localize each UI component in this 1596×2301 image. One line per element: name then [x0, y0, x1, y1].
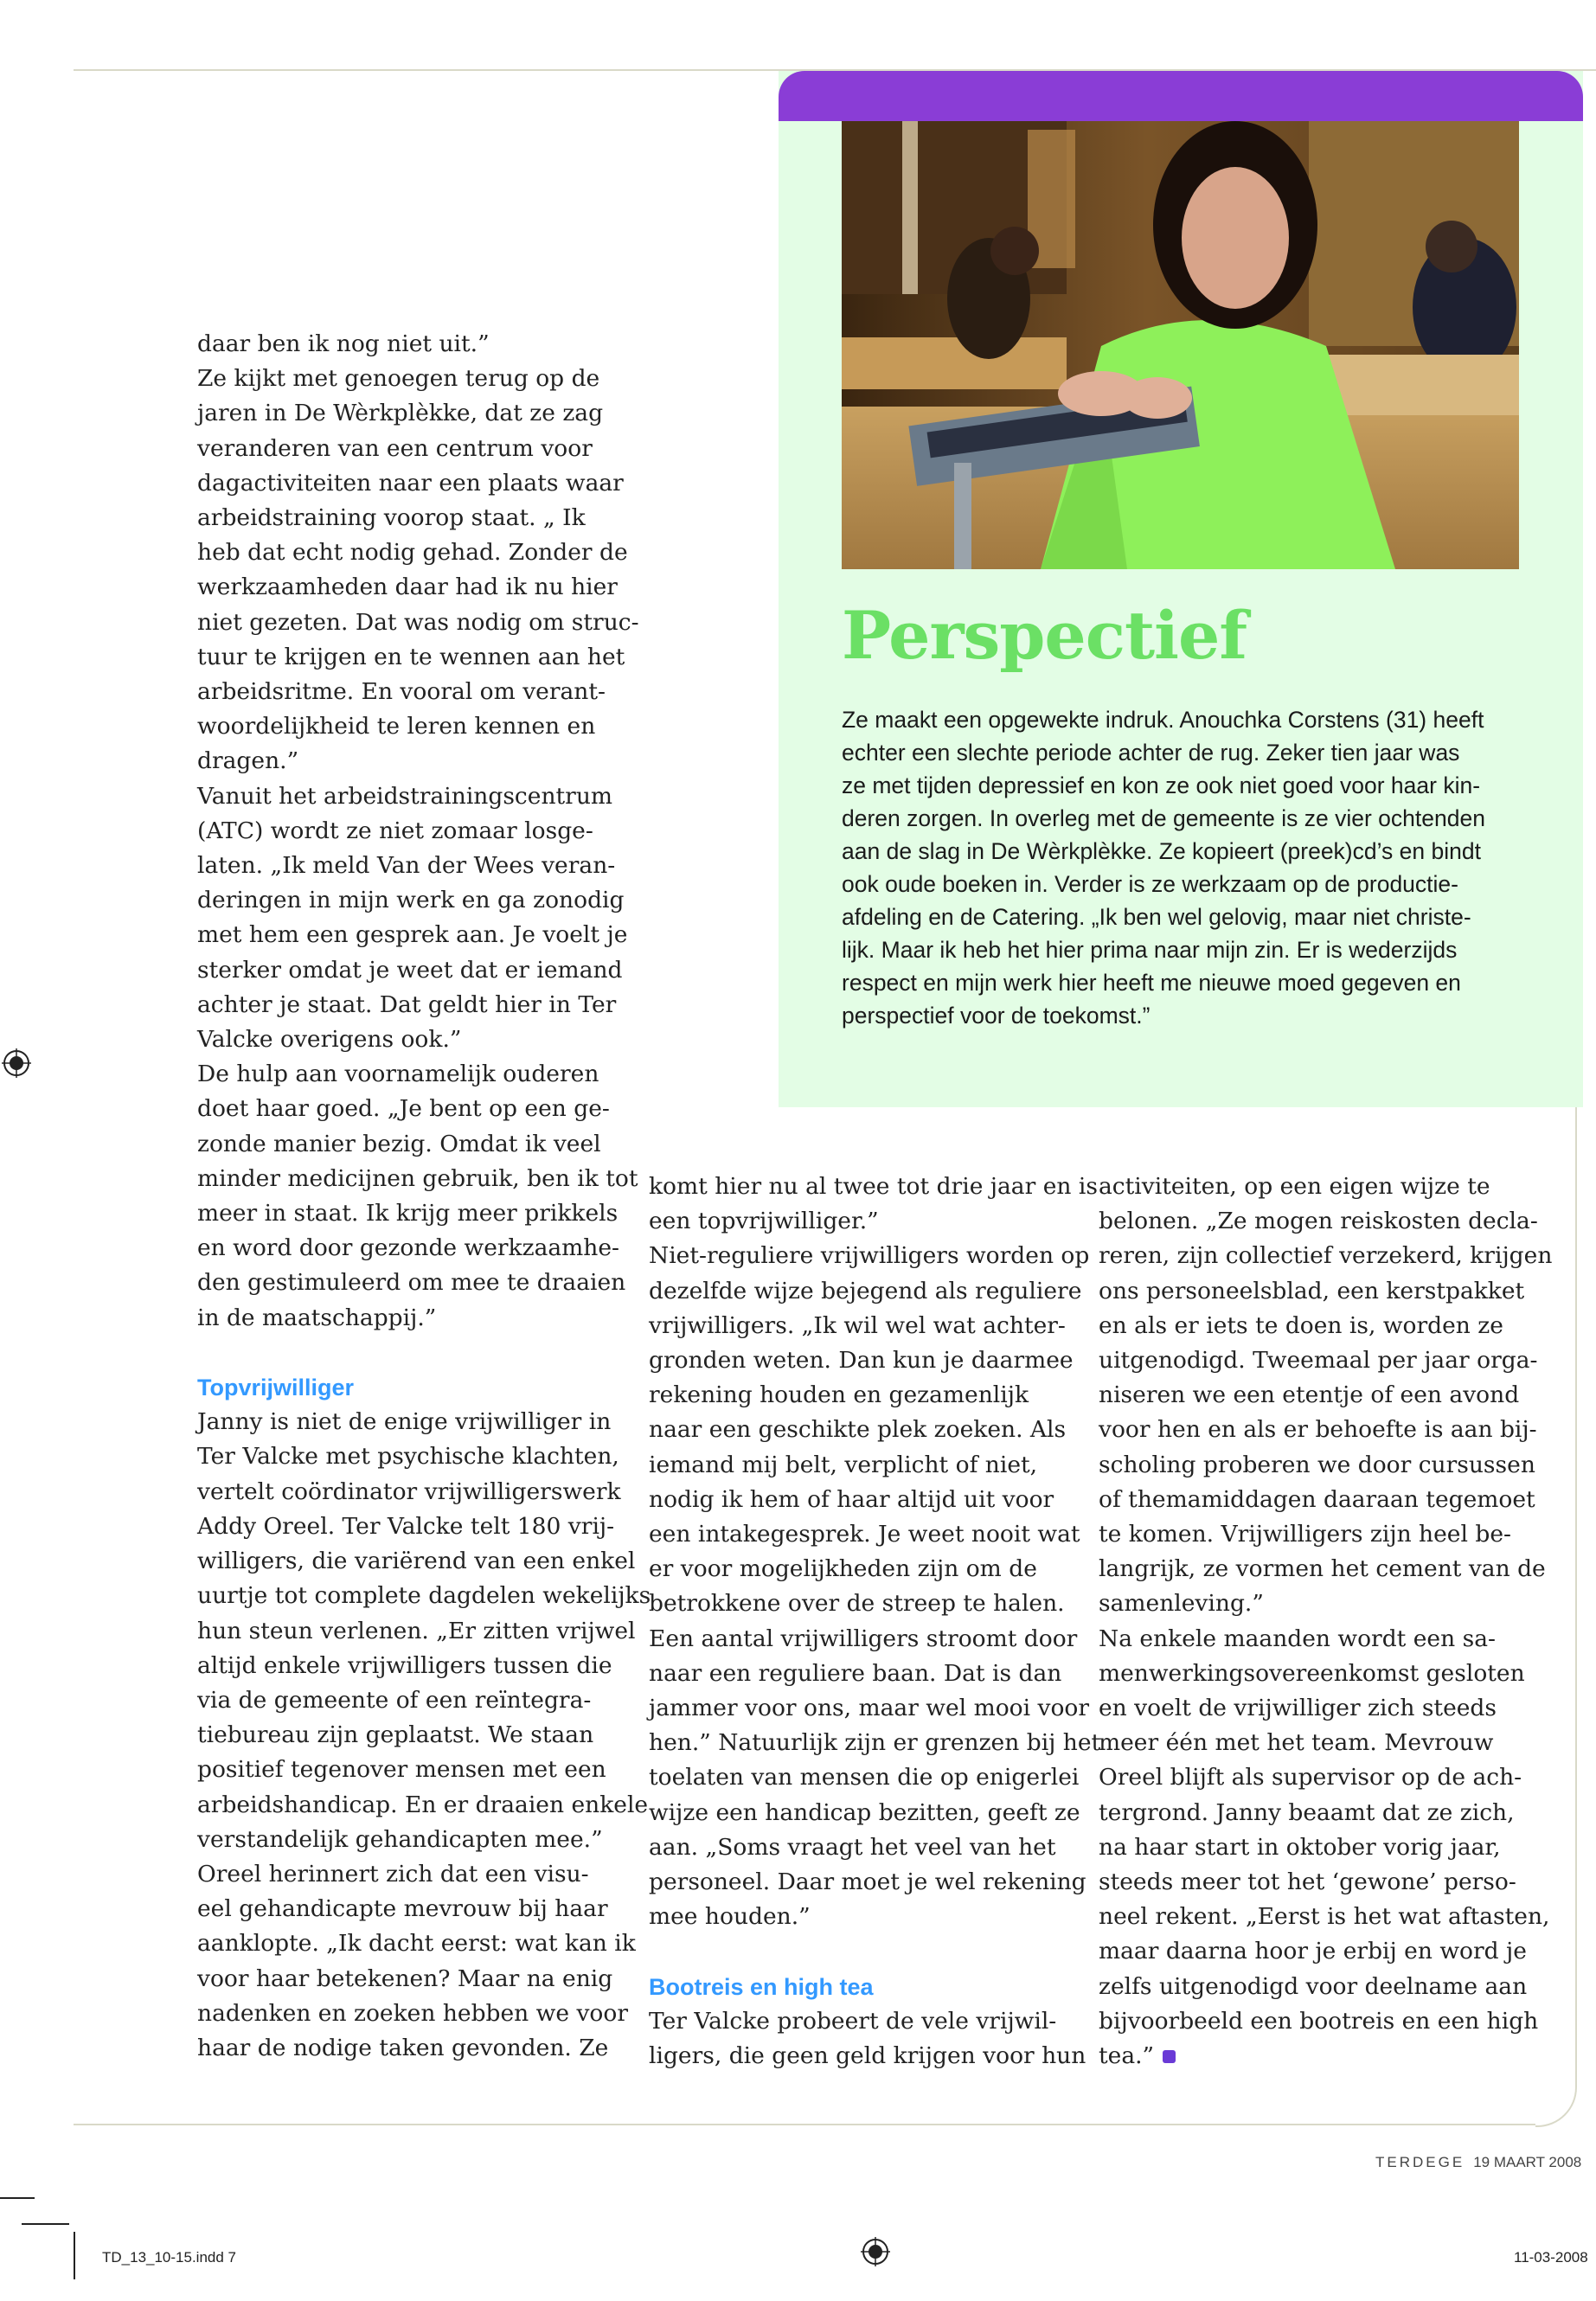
text-line: langrijk, ze vormen het cement van de: [1099, 1555, 1546, 1583]
text-line: laten. „Ik meld Van der Wees veran-: [197, 852, 616, 880]
sidebar-title: Perspectief: [842, 597, 1247, 674]
text-line: Vanuit het arbeidstrainingscentrum: [197, 782, 613, 810]
text-line: uurtje tot complete dagdelen wekelijks: [197, 1582, 651, 1610]
text-line: dezelfde wijze bejegend als reguliere: [649, 1277, 1082, 1304]
sidebar-line: aan de slag in De Wèrkplèkke. Ze kopieert (preek)cd’s en bindt: [842, 838, 1481, 864]
text-line: werkzaamheden daar had ik nu hier: [197, 574, 618, 601]
text-line: personeel. Daar moet je wel rekening: [649, 1868, 1086, 1896]
text-line: via de gemeente of een reïntegra-: [197, 1686, 592, 1714]
text-line: zelfs uitgenodigd voor deelname aan: [1099, 1972, 1528, 2000]
text-line: tuur te krijgen en te wennen aan het: [197, 643, 625, 670]
text-line: betrokkene over de streep te halen.: [649, 1590, 1065, 1618]
text-line: steeds meer tot het ‘gewone’ perso-: [1099, 1868, 1516, 1896]
sidebar-intro: [842, 703, 1529, 1032]
text-line: activiteiten, op een eigen wijze te: [1099, 1173, 1490, 1200]
sidebar-tab: [779, 71, 1583, 121]
text-line: Ter Valcke probeert de vele vrijwil-: [649, 2007, 1057, 2035]
text-line: deringen in mijn werk en ga zonodig: [197, 887, 625, 914]
text-line: arbeidstraining voorop staat. „ Ik: [197, 504, 586, 532]
text-line: positief tegenover mensen met een: [197, 1756, 606, 1784]
text-line: hen.” Natuurlijk zijn er grenzen bij het: [649, 1729, 1101, 1757]
text-line: Valcke overigens ook.”: [197, 1026, 462, 1054]
crop-mark: [22, 2223, 69, 2225]
text-line: sterker omdat je weet dat er iemand: [197, 956, 623, 984]
text-line: en voelt de vrijwilliger zich steeds: [1099, 1695, 1497, 1722]
text-line: zonde manier bezig. Omdat ik veel: [197, 1130, 601, 1157]
text-line: voor haar betekenen? Maar na enig: [197, 1965, 613, 1992]
text-line: achter je staat. Dat geldt hier in Ter: [197, 990, 617, 1018]
registration-mark-icon: [2, 1048, 31, 1078]
sidebar-line: deren zorgen. In overleg met de gemeente is ze vier ochtenden: [842, 805, 1485, 831]
paragraph-gap: [197, 1336, 630, 1370]
text-line: verstandelijk gehandicapten mee.”: [197, 1825, 603, 1853]
text-line: willigers, die variërend van een enkel: [197, 1548, 636, 1575]
text-line: tiebureau zijn geplaatst. We staan: [197, 1721, 594, 1749]
text-line: hun steun verlenen. „Er zitten vrijwel: [197, 1617, 636, 1644]
text-line: niet gezeten. Dat was nodig om struc-: [197, 608, 639, 636]
bottom-rule: [74, 2124, 1535, 2125]
print-slug-file: TD_13_10-15.indd 7: [102, 2249, 237, 2266]
text-line: en word door gezonde werkzaamhe-: [197, 1234, 620, 1262]
text-line: altijd enkele vrijwilligers tussen die: [197, 1651, 612, 1679]
text-line: of themamiddagen daaraan tegemoet: [1099, 1485, 1535, 1513]
text-line: een intakegesprek. Je weet nooit wat: [649, 1521, 1080, 1548]
text-line: arbeidsritme. En vooral om verant-: [197, 678, 606, 706]
text-line: en als er iets te doen is, worden ze: [1099, 1311, 1503, 1339]
text-line: jaren in De Wèrkplèkke, dat ze zag: [197, 400, 604, 427]
text-line: veranderen van een centrum voor: [197, 434, 593, 462]
magazine-name: TERDEGE: [1375, 2154, 1465, 2170]
text-line: mee houden.”: [649, 1903, 811, 1931]
text-line: scholing proberen we door cursussen: [1099, 1451, 1535, 1478]
text-line: voor hen en als er behoefte is aan bij-: [1099, 1416, 1537, 1444]
text-line: (ATC) wordt ze niet zomaar losge-: [197, 817, 593, 844]
text-line: bijvoorbeeld een bootreis en een high: [1099, 2007, 1539, 2035]
subhead-bootreis: Bootreis en high tea: [649, 1973, 874, 2000]
text-line: Janny is niet de enige vrijwilliger in: [197, 1408, 612, 1436]
sidebar-line: perspectief voor de toekomst.”: [842, 1003, 1151, 1029]
text-line: vrijwilligers. „Ik wil wel wat achter-: [649, 1311, 1066, 1339]
sidebar-line: ook oude boeken in. Verder is ze werkzaam op de productie-: [842, 871, 1458, 897]
text-line: eel gehandicapte mevrouw bij haar: [197, 1895, 608, 1923]
text-line: reren, zijn collectief verzekerd, krijgen: [1099, 1242, 1553, 1270]
print-slug-date: 11-03-2008: [1514, 2249, 1588, 2266]
text-line: dagactiviteiten naar een plaats waar: [197, 469, 624, 497]
text-line: Addy Oreel. Ter Valcke telt 180 vrij-: [197, 1512, 615, 1540]
text-line: wijze een handicap bezitten, geeft ze: [649, 1798, 1080, 1826]
text-line: uitgenodigd. Tweemaal per jaar orga-: [1099, 1347, 1538, 1375]
text-line: Oreel herinnert zich dat een visu-: [197, 1860, 589, 1888]
text-line: er voor mogelijkheden zijn om de: [649, 1555, 1037, 1583]
text-line: toelaten van mensen die op enigerlei: [649, 1764, 1080, 1791]
article-column-2: [649, 1170, 1101, 2073]
text-line: Ze kijkt met genoegen terug op de: [197, 365, 600, 393]
text-line: iemand mij belt, verplicht of niet,: [649, 1451, 1038, 1478]
text-line: menwerkingsovereenkomst gesloten: [1099, 1659, 1525, 1687]
text-line: minder medicijnen gebruik, ben ik tot: [197, 1164, 638, 1192]
text-line: nadenken en zoeken hebben we voor: [197, 1999, 629, 2027]
text-line: maar daarna hoor je erbij en word je: [1099, 1938, 1527, 1965]
subhead-topvrijwilliger: Topvrijwilliger: [197, 1375, 355, 1401]
text-line: een topvrijwilliger.”: [649, 1208, 879, 1235]
text-line: samenleving.”: [1099, 1590, 1264, 1618]
text-line: komt hier nu al twee tot drie jaar en is: [649, 1173, 1098, 1200]
paragraph-gap: [649, 1934, 1081, 1969]
issue-date: 19 MAART 2008: [1473, 2154, 1582, 2170]
text-line: heb dat echt nodig gehad. Zonder de: [197, 539, 628, 567]
text-line: ons personeelsblad, een kerstpakket: [1099, 1277, 1525, 1304]
text-line-last: [1099, 2039, 1531, 2073]
text-line: belonen. „Ze mogen reiskosten decla-: [1099, 1208, 1538, 1235]
registration-mark-icon: [861, 2237, 890, 2266]
sidebar-line: lijk. Maar ik heb het hier prima naar mijn zin. Er is wederzijds: [842, 937, 1458, 963]
text-line: arbeidshandicap. En er draaien enkele: [197, 1791, 649, 1818]
text-line: niseren we een etentje of een avond: [1099, 1381, 1520, 1409]
sidebar-line: echter een slechte periode achter de rug. Zeker tien jaar was: [842, 740, 1460, 766]
crop-mark: [74, 2232, 75, 2279]
text-line: doet haar goed. „Je bent op een ge-: [197, 1095, 610, 1123]
sidebar-line: respect en mijn werk hier heeft me nieuwe moed gegeven en: [842, 970, 1461, 996]
text-line: nodig ik hem of haar altijd uit voor: [649, 1485, 1054, 1513]
text-line: na haar start in oktober vorig jaar,: [1099, 1833, 1501, 1861]
text-line: Na enkele maanden wordt een sa-: [1099, 1625, 1496, 1652]
sidebar-line: afdeling en de Catering. „Ik ben wel gelovig, maar niet christe-: [842, 904, 1471, 930]
text-line: met hem een gesprek aan. Je voelt je: [197, 921, 628, 949]
text-line: naar een geschikte plek zoeken. Als: [649, 1416, 1067, 1444]
article-column-3: [1099, 1170, 1553, 2073]
text-line: neel rekent. „Eerst is het wat aftasten,: [1099, 1903, 1550, 1931]
sidebar-line: ze met tijden depressief en kon ze ook niet goed voor haar kin-: [842, 772, 1481, 798]
text-line: woordelijkheid te leren kennen en: [197, 713, 596, 740]
text-line: tergrond. Janny beaamt dat ze zich,: [1099, 1798, 1515, 1826]
text-line: in de maatschappij.”: [197, 1304, 437, 1331]
crop-mark: [0, 2197, 35, 2199]
text-line: gronden weten. Dan kun je daarmee: [649, 1347, 1074, 1375]
text-line: meer één met het team. Mevrouw: [1099, 1729, 1494, 1757]
text-line: ligers, die geen geld krijgen voor hun: [649, 2042, 1086, 2070]
text-line: haar de nodige taken gevonden. Ze: [197, 2034, 609, 2061]
text-line: Oreel blijft als supervisor op de ach-: [1099, 1764, 1522, 1791]
sidebar-line: Ze maakt een opgewekte indruk. Anouchka Corstens (31) heeft: [842, 707, 1484, 733]
text-line: De hulp aan voornamelijk ouderen: [197, 1061, 599, 1088]
text-line: naar een reguliere baan. Dat is dan: [649, 1659, 1062, 1687]
text-line: Niet-reguliere vrijwilligers worden op: [649, 1242, 1090, 1270]
text-line: Een aantal vrijwilligers stroomt door: [649, 1625, 1078, 1652]
text-line: jammer voor ons, maar wel mooi voor: [649, 1695, 1090, 1722]
text-line: aan. „Soms vraagt het veel van het: [649, 1833, 1056, 1861]
text-line: rekening houden en gezamenlijk: [649, 1381, 1029, 1409]
footer-folio: [1375, 2154, 1581, 2171]
text-line: te komen. Vrijwilligers zijn heel be-: [1099, 1521, 1511, 1548]
text-line: den gestimuleerd om mee te draaien: [197, 1269, 626, 1297]
text-line: daar ben ik nog niet uit.”: [197, 330, 490, 357]
text-line: meer in staat. Ik krijg meer prikkels: [197, 1200, 619, 1227]
text-line: dragen.”: [197, 747, 299, 775]
article-photo: [842, 121, 1519, 569]
text-line: Ter Valcke met psychische klachten,: [197, 1443, 619, 1471]
last-line-text: tea.”: [1099, 2042, 1155, 2070]
text-line: vertelt coördinator vrijwilligerswerk: [197, 1477, 621, 1505]
end-of-article-icon: [1163, 2050, 1176, 2063]
article-column-1: [197, 327, 651, 2066]
text-line: aanklopte. „Ik dacht eerst: wat kan ik: [197, 1930, 636, 1958]
